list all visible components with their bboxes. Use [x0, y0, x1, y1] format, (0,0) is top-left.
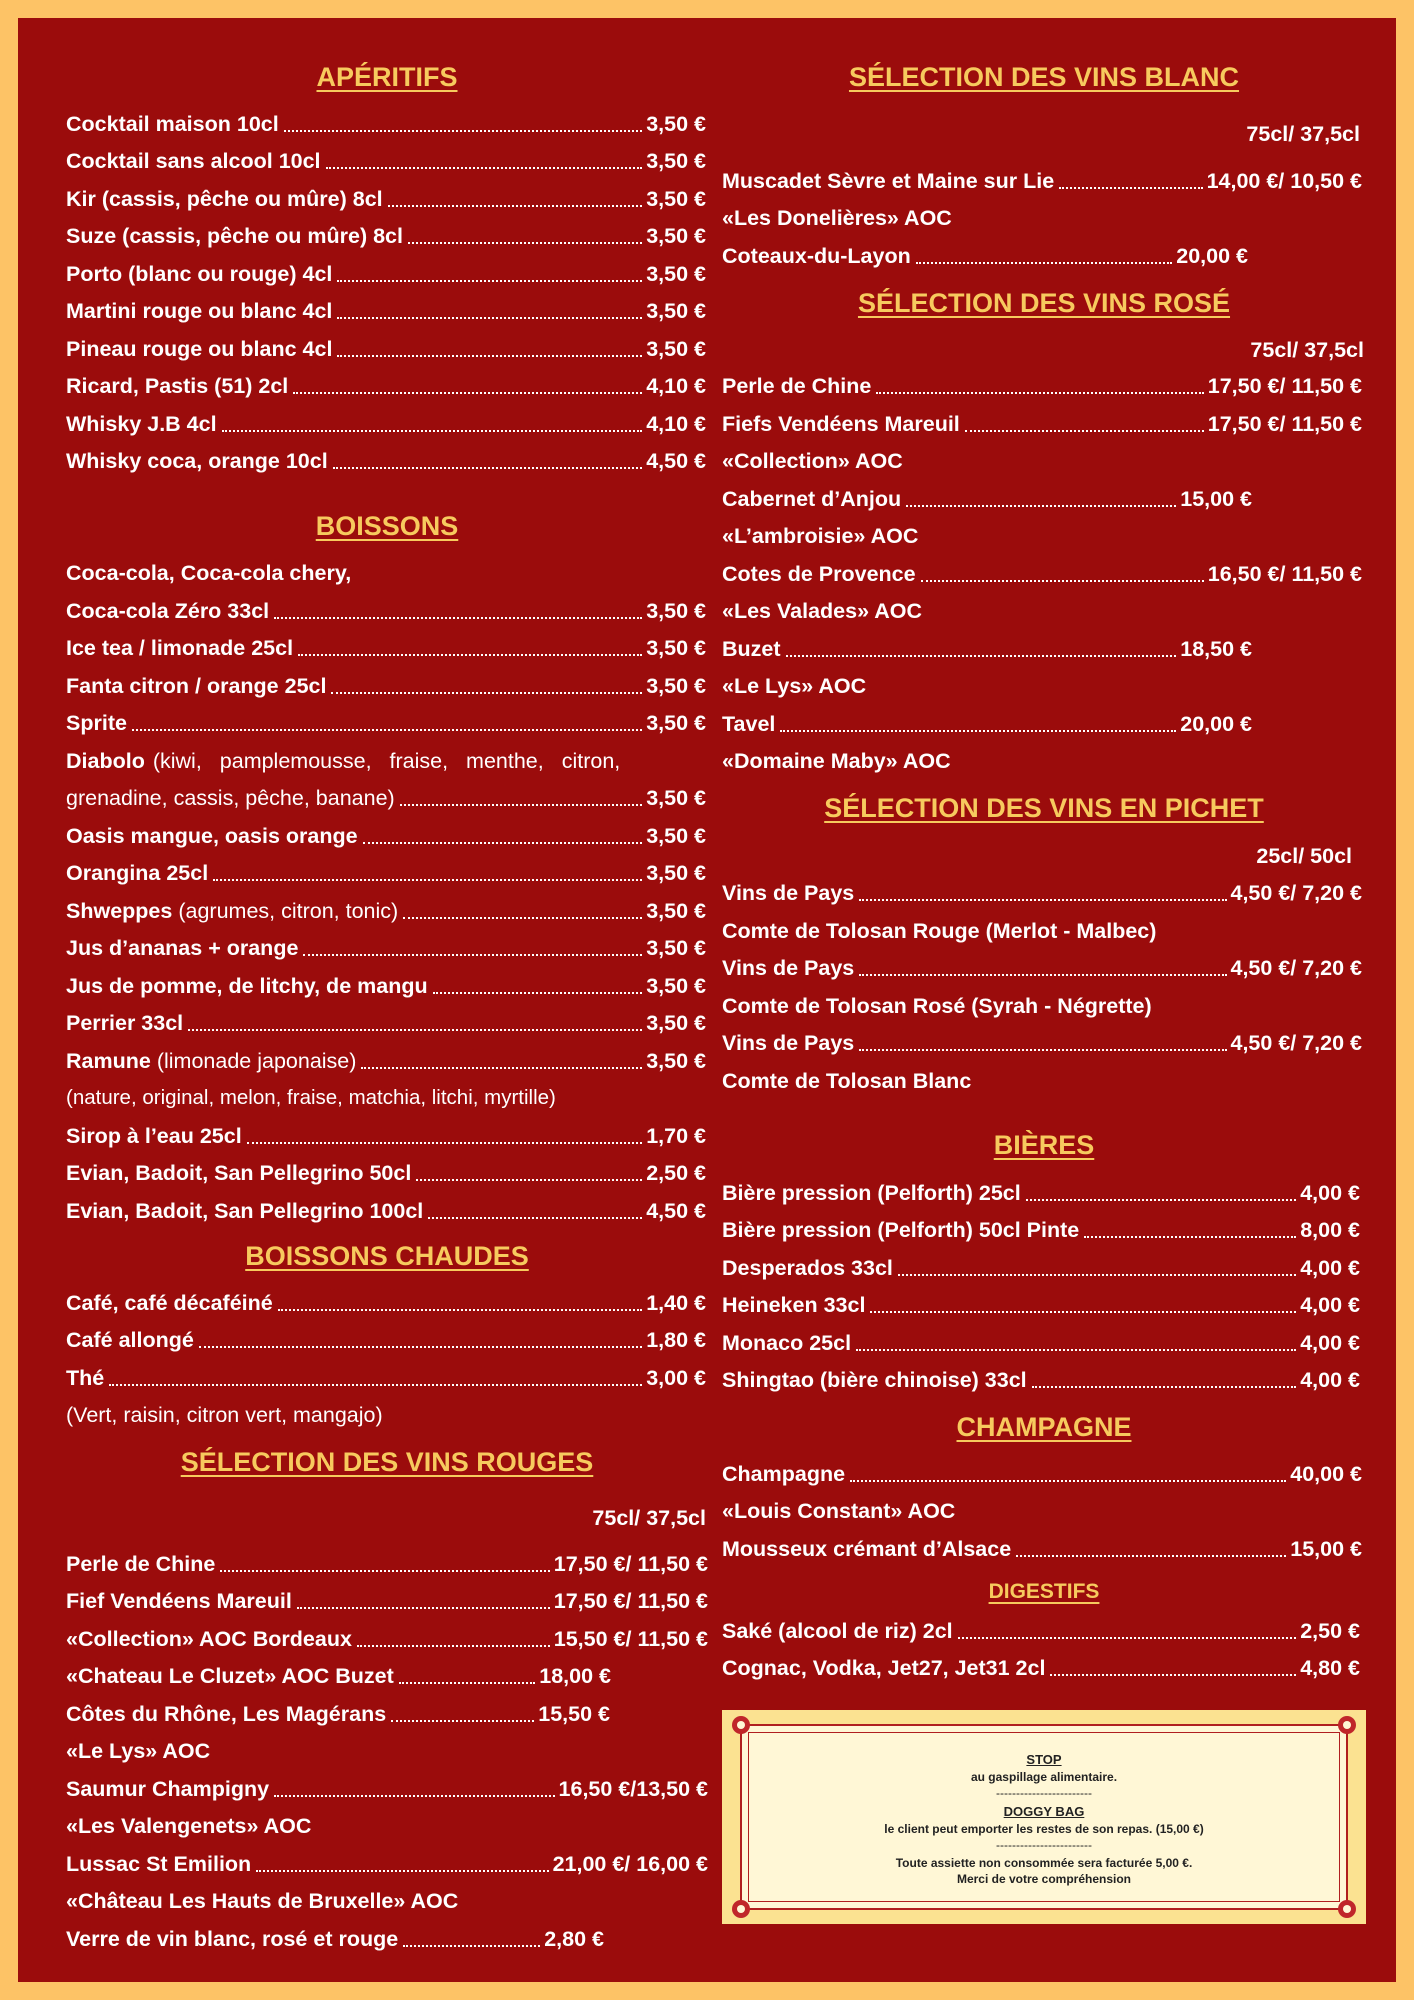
menu-item: Fiefs Vendéens Mareuil 17,50 €/ 11,50 €	[722, 412, 1362, 436]
menu-item: Sprite 3,50 €	[66, 711, 706, 735]
roses-heading: SÉLECTION DES VINS ROSÉ	[857, 288, 1231, 318]
menu-item: Perle de Chine 17,50 €/ 11,50 €	[66, 1552, 708, 1576]
menu-item: Coca-cola Zéro 33cl 3,50 €	[66, 599, 706, 623]
menu-item-text: «Les Valengenets» AOC	[66, 1814, 312, 1838]
menu-item-text: «Louis Constant» AOC	[722, 1499, 956, 1523]
digestifs-heading: DIGESTIFS	[988, 1580, 1100, 1603]
menu-item: Vins de Pays 4,50 €/ 7,20 €	[722, 881, 1362, 905]
menu-item: Desperados 33cl 4,00 €	[722, 1256, 1360, 1280]
boissons-heading: BOISSONS	[315, 511, 459, 541]
menu-item-text: Comte de Tolosan Rouge (Merlot - Malbec)	[722, 919, 1157, 943]
size-header: 75cl/ 37,5cl	[592, 1506, 706, 1530]
menu-item: Cocktail maison 10cl 3,50 €	[66, 112, 706, 136]
notice-stop: STOP	[1026, 1752, 1062, 1767]
menu-item: Cabernet d’Anjou 15,00 €	[722, 487, 1252, 511]
menu-item: Porto (blanc ou rouge) 4cl 3,50 €	[66, 262, 706, 286]
menu-item: Shweppes (agrumes, citron, tonic) 3,50 €	[66, 899, 706, 923]
menu-item: «Chateau Le Cluzet» AOC Buzet 18,00 €	[66, 1664, 611, 1688]
menu-item: Muscadet Sèvre et Maine sur Lie 14,00 €/ 10,50 €	[722, 169, 1362, 193]
menu-item: Coteaux-du-Layon 20,00 €	[722, 244, 1248, 268]
notice-doggy-sub: le client peut emporter les restes de son repas. (15,00 €)	[884, 1822, 1204, 1836]
menu-item: Ramune (limonade japonaise) 3,50 €	[66, 1049, 706, 1073]
flower-icon	[1338, 1900, 1356, 1918]
menu-item-text: Comte de Tolosan Blanc	[722, 1069, 972, 1093]
menu-item-text: «Le Lys» AOC	[66, 1739, 211, 1763]
size-header: 75cl/ 37,5cl	[1250, 338, 1364, 362]
menu-item: Thé 3,00 €	[66, 1366, 706, 1390]
menu-item: Cognac, Vodka, Jet27, Jet31 2cl 4,80 €	[722, 1656, 1360, 1680]
menu-page	[18, 18, 1396, 1982]
menu-item: Mousseux crémant d’Alsace 15,00 €	[722, 1537, 1362, 1561]
menu-item-text: «Collection» AOC	[722, 449, 903, 473]
menu-item: Kir (cassis, pêche ou mûre) 8cl 3,50 €	[66, 187, 706, 211]
champagne-heading: CHAMPAGNE	[956, 1412, 1132, 1442]
menu-item-text: «Les Donelières» AOC	[722, 206, 952, 230]
menu-item: Evian, Badoit, San Pellegrino 50cl 2,50 €	[66, 1161, 706, 1185]
menu-item: Suze (cassis, pêche ou mûre) 8cl 3,50 €	[66, 224, 706, 248]
chaudes-heading: BOISSONS CHAUDES	[245, 1241, 529, 1271]
notice-line: Merci de votre compréhension	[956, 1872, 1132, 1886]
menu-item: Lussac St Emilion 21,00 €/ 16,00 €	[66, 1852, 708, 1876]
menu-item: Pineau rouge ou blanc 4cl 3,50 €	[66, 337, 706, 361]
menu-item-text: (nature, original, melon, fraise, matchia, litchi, myrtille)	[66, 1086, 556, 1109]
menu-item: Ricard, Pastis (51) 2cl 4,10 €	[66, 374, 706, 398]
menu-item-text: Coca-cola, Coca-cola chery,	[66, 561, 352, 585]
menu-item: Whisky coca, orange 10cl 4,50 €	[66, 449, 706, 473]
menu-item-text: «L’ambroisie» AOC	[722, 524, 919, 548]
menu-item: Fanta citron / orange 25cl 3,50 €	[66, 674, 706, 698]
notice-line: Toute assiette non consommée sera facturée 5,00 €.	[895, 1856, 1193, 1870]
menu-item: Verre de vin blanc, rosé et rouge 2,80 €	[66, 1927, 604, 1951]
menu-item: Cotes de Provence 16,50 €/ 11,50 €	[722, 562, 1362, 586]
doggy-bag-notice	[722, 1710, 1366, 1924]
menu-item: grenadine, cassis, pêche, banane) 3,50 €	[66, 786, 706, 810]
menu-item: Cocktail sans alcool 10cl 3,50 €	[66, 149, 706, 173]
menu-item: «Collection» AOC Bordeaux 15,50 €/ 11,50 €	[66, 1627, 708, 1651]
menu-item: Sirop à l’eau 25cl 1,70 €	[66, 1124, 706, 1148]
aperitifs-heading: APÉRITIFS	[316, 62, 458, 92]
menu-item: Martini rouge ou blanc 4cl 3,50 €	[66, 299, 706, 323]
menu-item: Shingtao (bière chinoise) 33cl 4,00 €	[722, 1368, 1360, 1392]
menu-item: Orangina 25cl 3,50 €	[66, 861, 706, 885]
menu-item: Champagne 40,00 €	[722, 1462, 1362, 1486]
blancs-heading: SÉLECTION DES VINS BLANC	[848, 62, 1240, 92]
notice-stop-sub: au gaspillage alimentaire.	[970, 1770, 1118, 1784]
notice-separator: ------------------------	[996, 1838, 1092, 1852]
notice-separator: ------------------------	[996, 1786, 1092, 1800]
menu-item-text: «Le Lys» AOC	[722, 674, 867, 698]
flower-icon	[1338, 1716, 1356, 1734]
menu-item: Fief Vendéens Mareuil 17,50 €/ 11,50 €	[66, 1589, 708, 1613]
menu-item: Tavel 20,00 €	[722, 712, 1252, 736]
menu-item: Bière pression (Pelforth) 50cl Pinte 8,00 €	[722, 1218, 1360, 1242]
menu-item: Whisky J.B 4cl 4,10 €	[66, 412, 706, 436]
menu-item: Perrier 33cl 3,50 €	[66, 1011, 706, 1035]
menu-item: Bière pression (Pelforth) 25cl 4,00 €	[722, 1181, 1360, 1205]
menu-item: Saumur Champigny 16,50 €/13,50 €	[66, 1777, 708, 1801]
menu-item: Café, café décaféiné 1,40 €	[66, 1291, 706, 1315]
menu-item: Café allongé 1,80 €	[66, 1328, 706, 1352]
menu-item: Buzet 18,50 €	[722, 637, 1252, 661]
menu-item: Côtes du Rhône, Les Magérans 15,50 €	[66, 1702, 610, 1726]
size-header: 75cl/ 37,5cl	[1246, 122, 1360, 146]
flower-icon	[732, 1716, 750, 1734]
bieres-heading: BIÈRES	[993, 1130, 1095, 1160]
pichet-heading: SÉLECTION DES VINS EN PICHET	[824, 793, 1264, 823]
menu-item: Jus de pomme, de litchy, de mangu 3,50 €	[66, 974, 706, 998]
menu-item: Evian, Badoit, San Pellegrino 100cl 4,50 €	[66, 1199, 706, 1223]
menu-item: Monaco 25cl 4,00 €	[722, 1331, 1360, 1355]
menu-item: Heineken 33cl 4,00 €	[722, 1293, 1360, 1317]
menu-item: Vins de Pays 4,50 €/ 7,20 €	[722, 956, 1362, 980]
menu-item-text: (Vert, raisin, citron vert, mangajo)	[66, 1403, 383, 1427]
menu-item: Perle de Chine 17,50 €/ 11,50 €	[722, 374, 1362, 398]
menu-item: Saké (alcool de riz) 2cl 2,50 €	[722, 1619, 1360, 1643]
menu-item-text: «Domaine Maby» AOC	[722, 749, 951, 773]
notice-frame	[740, 1724, 1348, 1910]
flower-icon	[732, 1900, 750, 1918]
menu-item-text: Comte de Tolosan Rosé (Syrah - Négrette)	[722, 994, 1152, 1018]
size-header: 25cl/ 50cl	[1256, 844, 1352, 868]
menu-item: Diabolo (kiwi, pamplemousse, fraise, menthe, citron,	[66, 749, 621, 773]
menu-item: Vins de Pays 4,50 €/ 7,20 €	[722, 1031, 1362, 1055]
menu-item: Ice tea / limonade 25cl 3,50 €	[66, 636, 706, 660]
rouges-heading: SÉLECTION DES VINS ROUGES	[180, 1447, 594, 1477]
menu-item: Jus d’ananas + orange 3,50 €	[66, 936, 706, 960]
notice-doggy: DOGGY BAG	[1003, 1804, 1085, 1819]
menu-item-text: «Les Valades» AOC	[722, 599, 922, 623]
menu-item: Oasis mangue, oasis orange 3,50 €	[66, 824, 706, 848]
menu-item-text: «Château Les Hauts de Bruxelle» AOC	[66, 1889, 459, 1913]
